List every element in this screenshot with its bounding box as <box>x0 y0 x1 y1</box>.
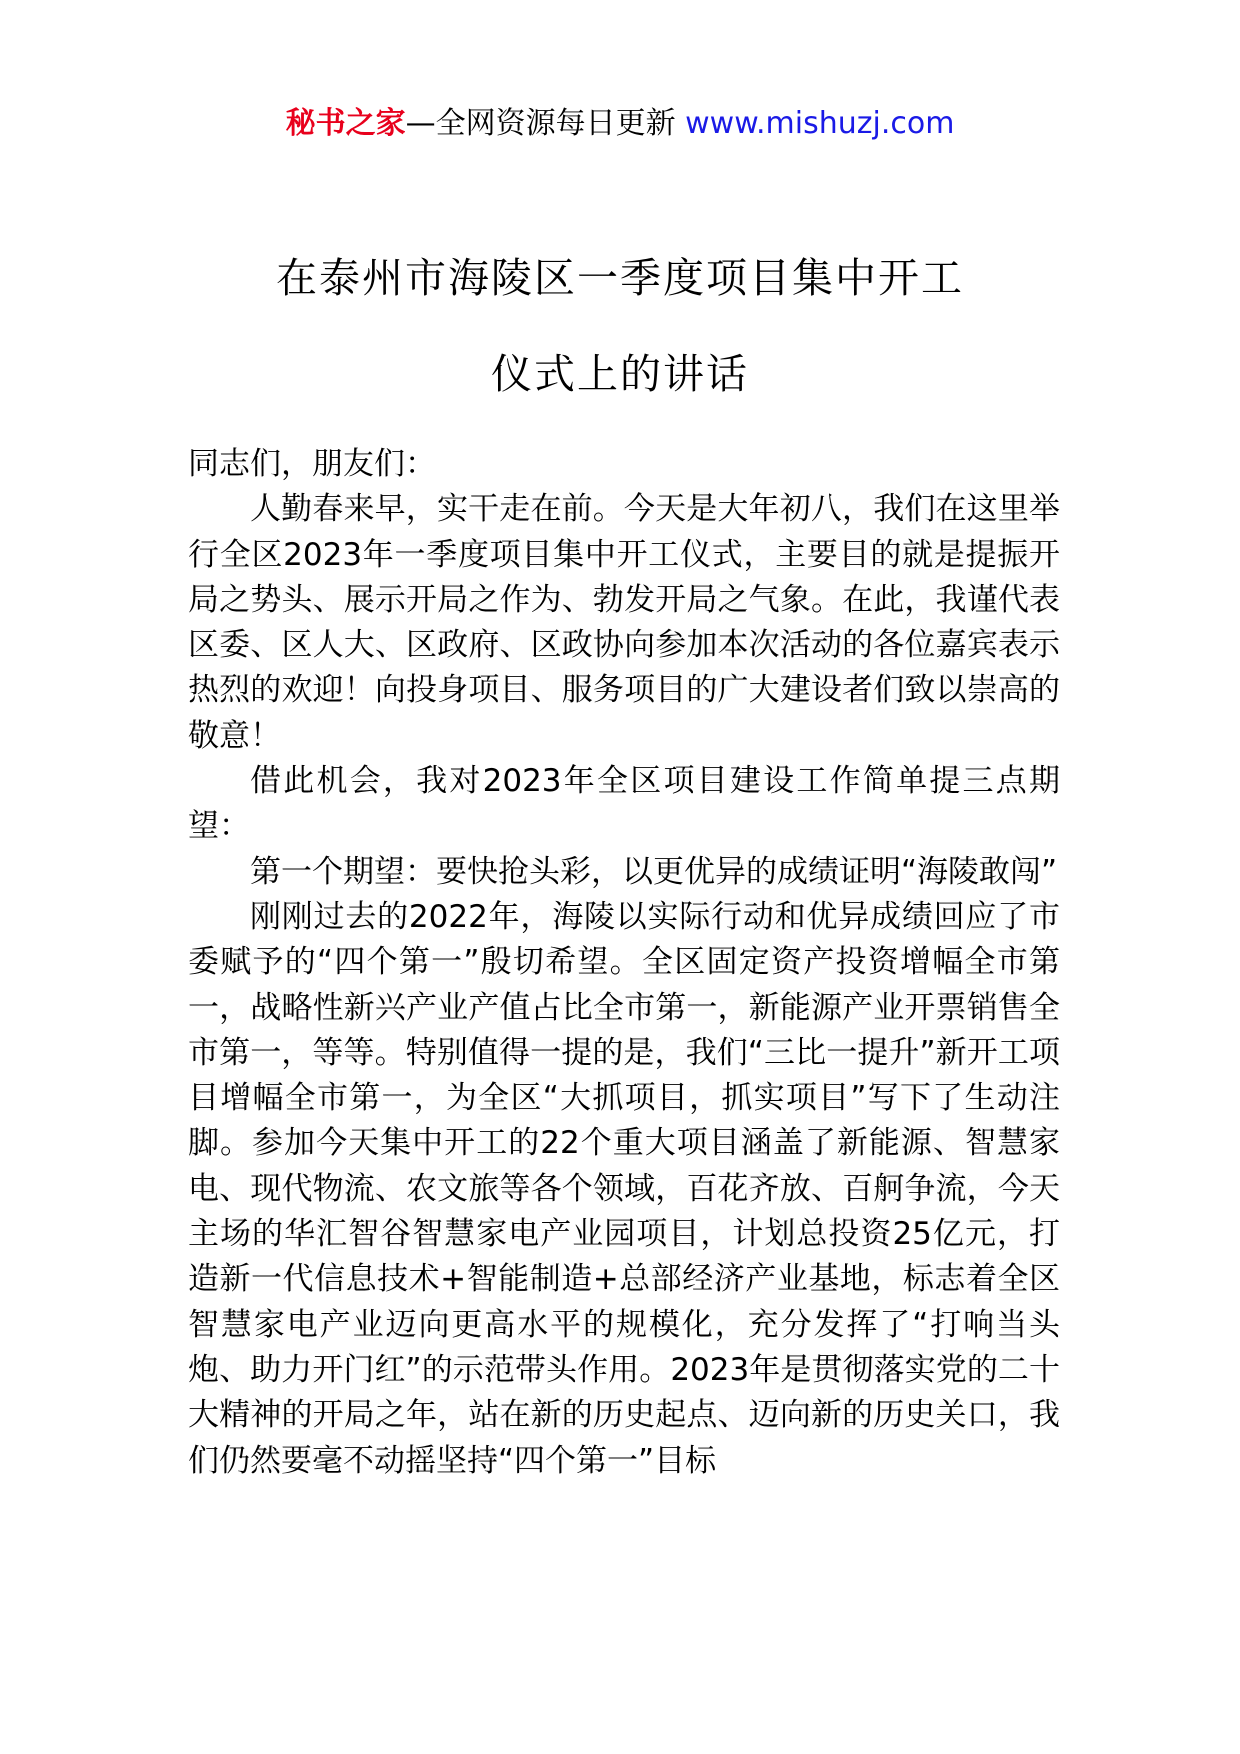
site-brand: 秘书之家 <box>285 106 406 141</box>
paragraph-review-2022: 刚刚过去的2022年，海陵以实际行动和优异成绩回应了市委赋予的“四个第一”殷切希望。全区固定资产投资增幅全市第一，战略性新兴产业产值占比全市第一，新能源产业开票销售全市第一，等等。特别值得一提的是，我们“三比一提升”新开工项目增幅全市第一，为全区“大抓项目，抓实项目”写下了生动注脚。参加今天集中开工的22个重大项目涵盖了新能源、智慧家电、现代物流、农文旅等各个领域，百花齐放、百舸争流，今天主场的华汇智谷智慧家电产业园项目，计划总投资25亿元，打造新一代信息技术+智能制造+总部经济产业基地，标志着全区智慧家电产业迈向更高水平的规模化，充分发挥了“打响当头炮、助力开门红”的示范带头作用。2023年是贯彻落实党的二十大精神的开局之年，站在新的历史起点、迈向新的历史关口，我们仍然要毫不动摇坚持“四个第一”目标 <box>188 898 1060 1479</box>
document-body <box>188 442 1060 1484</box>
site-header <box>0 102 1240 146</box>
site-tagline: —全网资源每日更新 <box>405 106 676 141</box>
salutation: 同志们，朋友们： <box>188 446 436 482</box>
document-title-line-1: 在泰州市海陵区一季度项目集中开工 <box>276 254 964 302</box>
section-heading-first-expectation: 第一个期望：要快抢头彩，以更优异的成绩证明“海陵敢闯” <box>250 853 1058 890</box>
document-title <box>0 230 1240 422</box>
paragraph-expectations-intro: 借此机会，我对2023年全区项目建设工作简单提三点期望： <box>188 763 1060 845</box>
document-title-line-2: 仪式上的讲话 <box>491 350 749 398</box>
site-url-link[interactable]: www.mishuzj.com <box>685 106 955 141</box>
paragraph-opening: 人勤春来早，实干走在前。今天是大年初八，我们在这里举行全区2023年一季度项目集中开工仪式，主要目的就是提振开局之势头、展示开局之作为、勃发开局之气象。在此，我谨代表区委、区人大、区政府、区政协向参加本次活动的各位嘉宾表示热烈的欢迎！向投身项目、服务项目的广大建设者们致以崇高的敬意！ <box>188 491 1060 754</box>
